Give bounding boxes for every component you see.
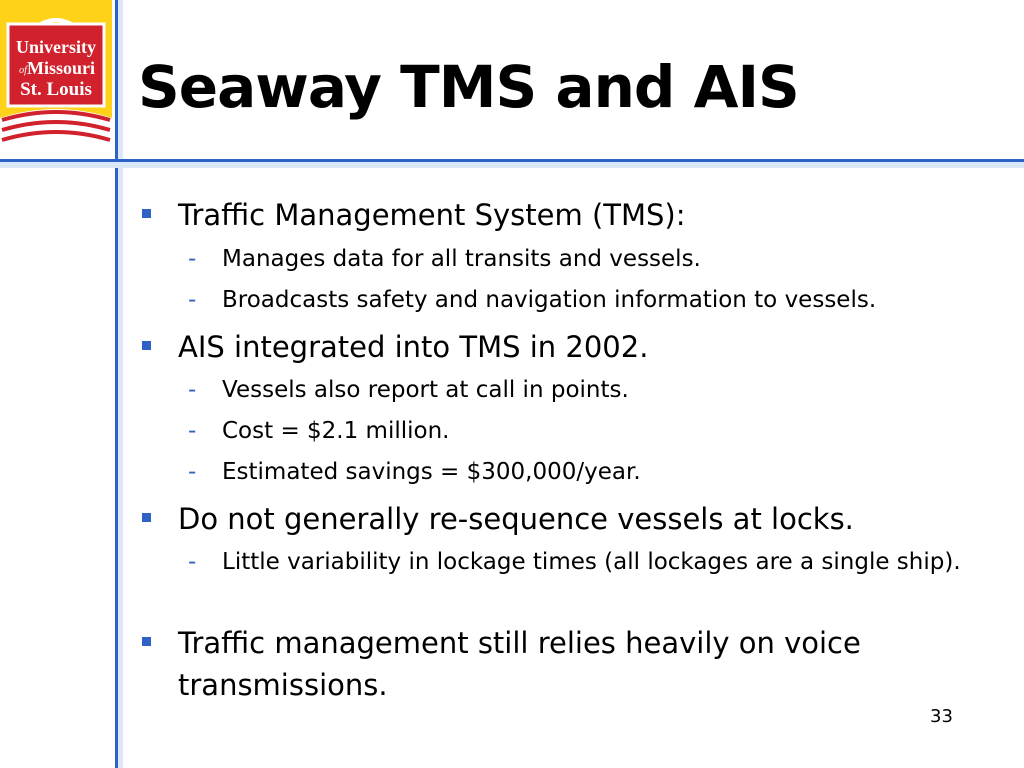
- bullet-text: Traffic management still relies heavily on voice transmissions.: [178, 626, 861, 702]
- logo-line-of: of: [19, 65, 27, 76]
- sub-bullet-text: Cost = $2.1 million.: [222, 418, 450, 444]
- square-bullet-icon: [142, 513, 151, 522]
- bullet-text: Do not generally re-sequence vessels at locks.: [178, 502, 854, 536]
- dash-bullet-icon: -: [188, 549, 197, 575]
- dash-bullet-icon: -: [188, 287, 197, 313]
- dash-bullet-icon: -: [188, 459, 197, 485]
- logo-line-university: University: [16, 37, 96, 57]
- sub-bullet-text: Little variability in lockage times (all lockages are a single ship).: [222, 549, 961, 575]
- logo-line-stlouis: St. Louis: [20, 79, 92, 100]
- bullet-text: Traffic Management System (TMS):: [178, 198, 686, 232]
- sub-bullet-text: Broadcasts safety and navigation information to vessels.: [222, 287, 877, 313]
- bullet-text: AIS integrated into TMS in 2002.: [178, 330, 649, 364]
- dash-bullet-icon: -: [188, 246, 197, 272]
- sub-bullet-text: Manages data for all transits and vessels.: [222, 246, 701, 272]
- slide-title: Seaway TMS and AIS: [138, 53, 799, 121]
- sub-bullet-text: Vessels also report at call in points.: [222, 377, 629, 403]
- logo-line-missouri: Missouri: [26, 58, 96, 78]
- sub-bullet-text: Estimated savings = $300,000/year.: [222, 459, 641, 485]
- square-bullet-icon: [142, 209, 151, 218]
- dash-bullet-icon: -: [188, 418, 197, 444]
- square-bullet-icon: [142, 637, 151, 646]
- square-bullet-icon: [142, 341, 151, 350]
- dash-bullet-icon: -: [188, 377, 197, 403]
- page-number: 33: [930, 706, 953, 727]
